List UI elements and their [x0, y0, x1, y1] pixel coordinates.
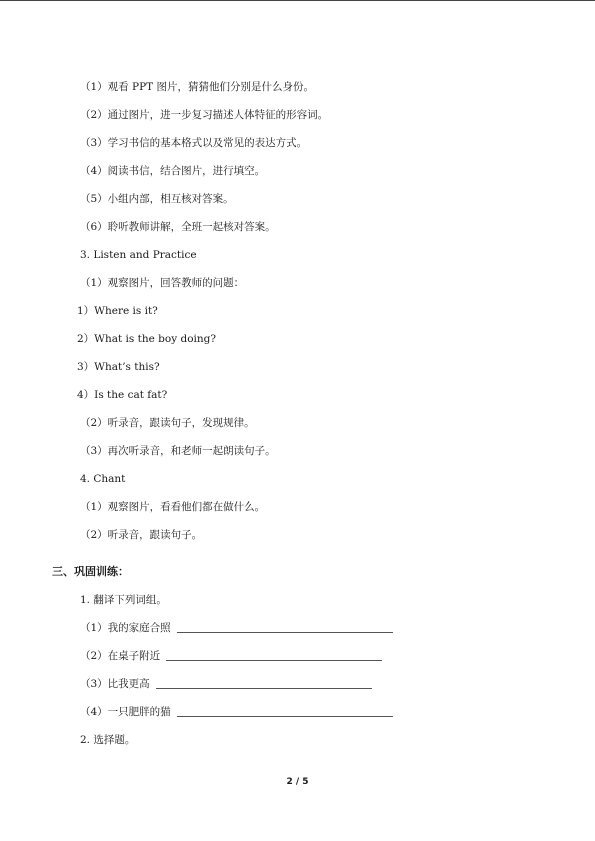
step-observe-ppt: （1）观看 PPT 图片，猜猜他们分别是什么身份。	[80, 81, 314, 93]
translation-item	[80, 649, 382, 663]
chant-title: 4. Chant	[80, 473, 126, 485]
listen-practice-title: 3. Listen and Practice	[80, 249, 197, 261]
question-item: 3）What’s this?	[77, 361, 160, 373]
question-item: 4）Is the cat fat?	[77, 389, 168, 401]
translation-prompt: （2）在桌子附近	[80, 650, 161, 662]
step-review-adjectives: （2）通过图片，进一步复习描述人体特征的形容词。	[80, 109, 329, 121]
step-letter-format: （3）学习书信的基本格式以及常见的表达方式。	[80, 137, 308, 149]
answer-blank[interactable]	[177, 621, 393, 633]
translation-prompt: （3）比我更高	[80, 678, 150, 690]
page-top-border	[0, 0, 595, 1]
translation-item	[80, 705, 393, 719]
chant-step-observe: （1）观察图片，看看他们都在做什么。	[80, 501, 266, 513]
question-item: 1）Where is it?	[77, 305, 158, 317]
step-teacher-explain: （6）聆听教师讲解，全班一起核对答案。	[80, 221, 276, 233]
page-number: 2 / 5	[286, 777, 309, 787]
step-group-check: （5）小组内部，相互核对答案。	[80, 193, 234, 205]
exercise-2-title: 2. 选择题。	[80, 734, 136, 746]
translation-item	[80, 621, 393, 635]
section-heading-practice: 三、巩固训练：	[52, 565, 129, 578]
listen-step-observe: （1）观察图片，回答教师的问题：	[80, 277, 245, 289]
question-item: 2）What is the boy doing?	[77, 333, 216, 345]
step-read-letter: （4）阅读书信，结合图片，进行填空。	[80, 165, 266, 177]
listen-step-repeat: （2）听录音，跟读句子，发现规律。	[80, 417, 255, 429]
chant-step-repeat: （2）听录音，跟读句子。	[80, 529, 203, 541]
translation-prompt: （4）一只肥胖的猫	[80, 706, 171, 718]
translation-prompt: （1）我的家庭合照	[80, 622, 171, 634]
answer-blank[interactable]	[156, 677, 372, 689]
answer-blank[interactable]	[166, 649, 382, 661]
listen-step-read-aloud: （3）再次听录音，和老师一起朗读句子。	[80, 445, 276, 457]
translation-item	[80, 677, 372, 691]
answer-blank[interactable]	[177, 705, 393, 717]
exercise-1-title: 1. 翻译下列词组。	[80, 594, 167, 606]
